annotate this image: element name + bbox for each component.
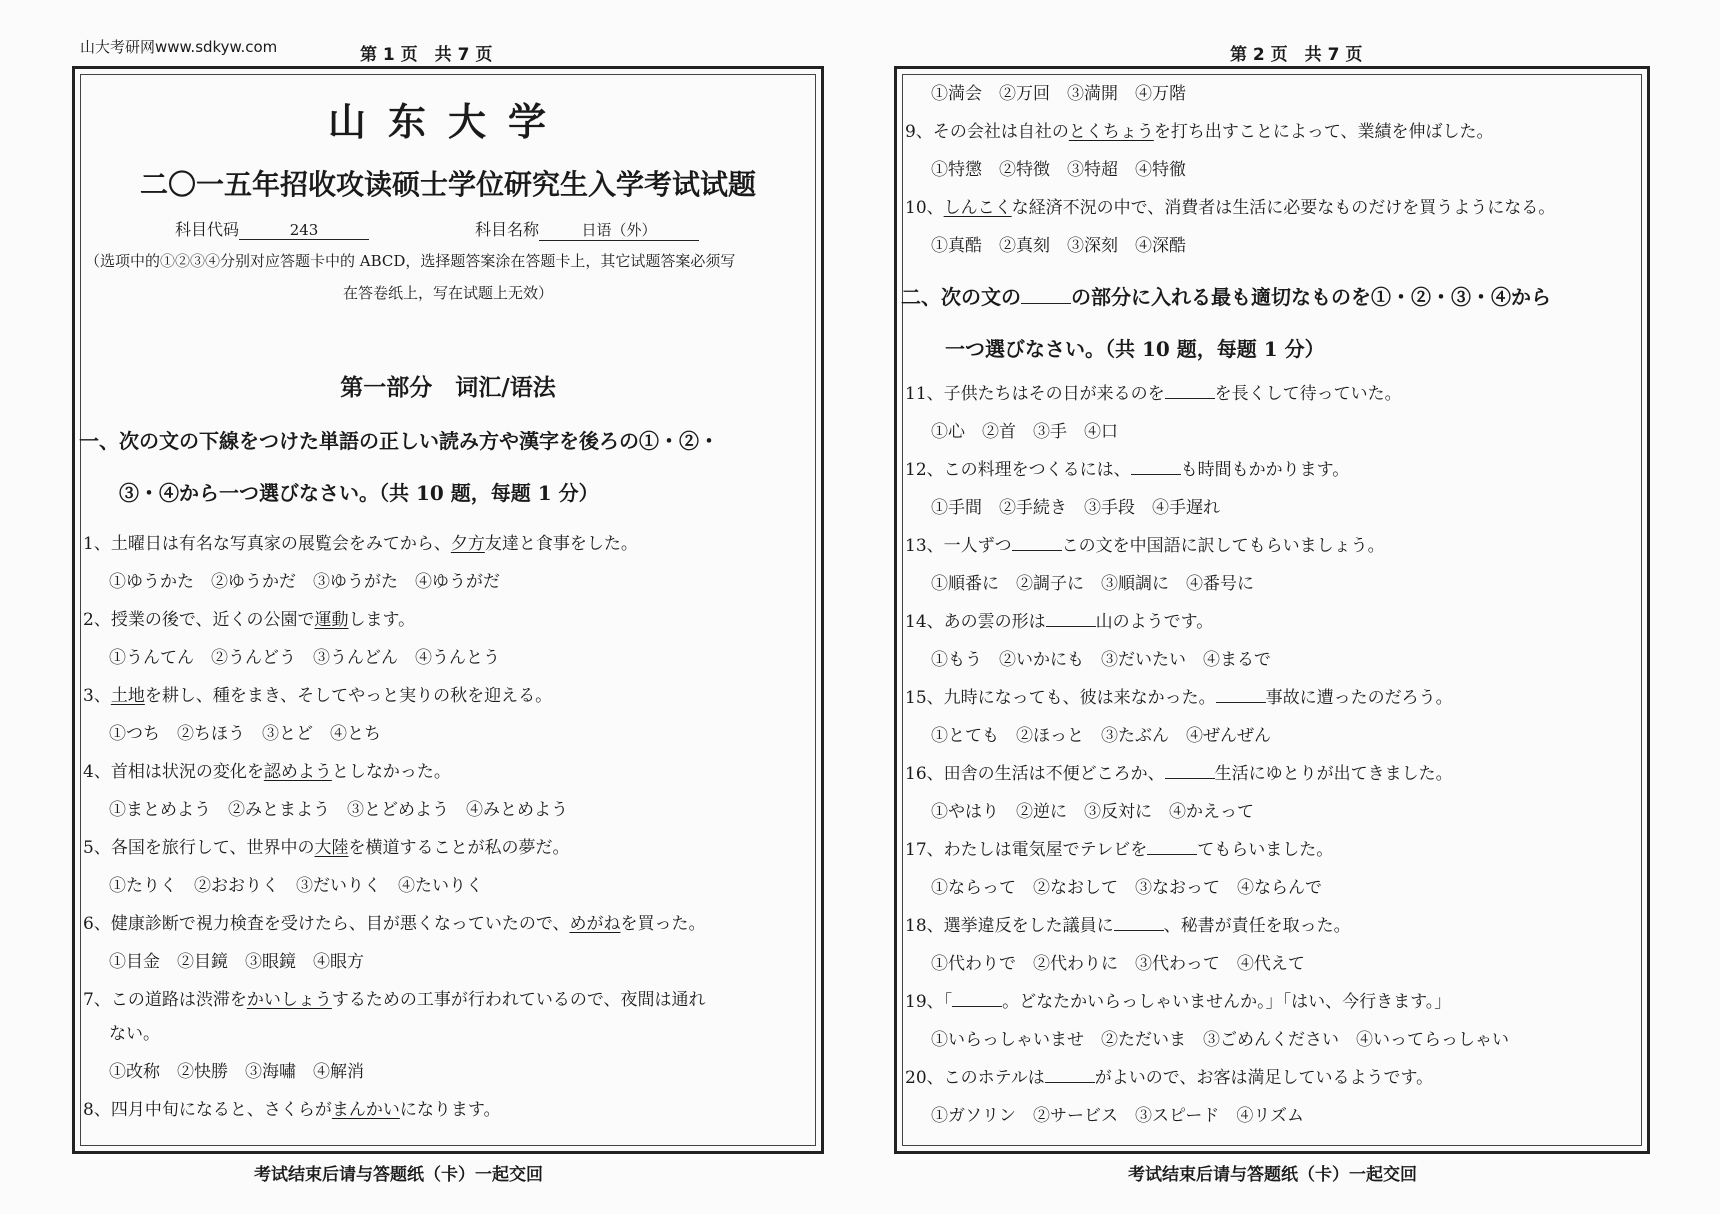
section-heading-text: 二、次の文の — [901, 285, 1021, 309]
section-heading-text: の部分に入れる最も適切なものを①・②・③・④から — [1071, 285, 1551, 309]
subject-name-row — [475, 217, 699, 241]
blank-line — [1131, 474, 1181, 475]
instructions-line-2: 在答卷纸上，写在试题上无效） — [342, 284, 553, 302]
footer-note-page-1: 考试结束后请与答题纸（卡）一起交回 — [254, 1165, 543, 1185]
question-text: を買った。 — [620, 914, 706, 934]
question-7-options: ①改称 ②快勝 ③海嘯 ④解消 — [109, 1062, 364, 1082]
underlined-word: 大陸 — [314, 838, 349, 858]
question-9-options: ①特懲 ②特徴 ③特超 ④特徹 — [931, 160, 1186, 180]
question-7 — [83, 985, 706, 1010]
blank-line — [1012, 550, 1062, 551]
underlined-word: かいしょう — [246, 990, 332, 1010]
part-title: 第一部分 词汇/语法 — [340, 374, 556, 401]
underlined-word: 認めよう — [263, 762, 332, 782]
blank-line — [952, 1006, 1002, 1007]
blank-line — [1165, 398, 1215, 399]
underlined-word: しんこく — [943, 198, 1012, 218]
subject-code-row — [175, 217, 369, 240]
question-text: 20、このホテルは — [905, 1068, 1045, 1088]
question-text: します。 — [348, 610, 416, 630]
question-text: てもらいました。 — [1197, 840, 1334, 860]
section1-heading-line-1: 一、次の文の下線をつけた単語の正しい読み方や漢字を後ろの①・②・ — [79, 429, 719, 453]
blank-line — [1045, 1082, 1095, 1083]
question-17-options: ①ならって ②なおして ③なおって ④ならんで — [931, 878, 1322, 898]
question-text: を横道することが私の夢だ。 — [348, 838, 570, 858]
site-watermark: 山大考研网www.sdkyw.com — [80, 38, 278, 56]
question-20-options: ①ガソリン ②サービス ③スピード ④リズム — [931, 1106, 1304, 1126]
section2-heading-line-1 — [901, 281, 1551, 310]
question-text: 11、子供たちはその日が来るのを — [905, 384, 1165, 404]
question-text: 1、土曜日は有名な写真家の展覧会をみてから、 — [83, 534, 451, 554]
question-9 — [905, 117, 1494, 142]
question-1 — [83, 529, 638, 554]
question-text: としなかった。 — [331, 762, 451, 782]
question-text: 2、授業の後で、近くの公園で — [83, 610, 315, 630]
question-13-options: ①順番に ②調子に ③順調に ④番号に — [931, 574, 1254, 594]
question-5-options: ①たりく ②おおりく ③だいりく ④たいりく — [109, 876, 483, 896]
question-11 — [905, 379, 1402, 404]
question-text: 8、四月中旬になると、さくらが — [83, 1100, 332, 1120]
question-text: 9、その会社は自社の — [905, 122, 1069, 142]
subject-code-label: 科目代码 — [175, 220, 240, 239]
question-3-options: ①つち ②ちほう ③とど ④とち — [109, 724, 381, 744]
question-text: 7、この道路は渋滞を — [83, 990, 247, 1010]
exam-title: 二〇一五年招收攻读硕士学位研究生入学考试试题 — [139, 168, 756, 201]
question-text: 友達と食事をした。 — [484, 534, 638, 554]
question-text: 4、首相は状況の変化を — [83, 762, 264, 782]
question-text: 事故に遭ったのだろう。 — [1265, 688, 1453, 708]
question-14 — [905, 607, 1213, 632]
question-text: するための工事が行われているので、夜間は通れ — [331, 990, 706, 1010]
blank-line — [1114, 930, 1164, 931]
blank-line — [1165, 778, 1215, 779]
question-10 — [905, 193, 1555, 218]
question-text: 3、 — [83, 686, 111, 706]
question-text: な経済不況の中で、消費者は生活に必要なものだけを買うようになる。 — [1011, 198, 1556, 218]
question-text: を打ち出すことによって、業績を伸ばした。 — [1153, 122, 1494, 142]
question-text: 生活にゆとりが出てきました。 — [1214, 764, 1453, 784]
question-6-options: ①目金 ②目鏡 ③眼鏡 ④眼方 — [109, 952, 364, 972]
exam-page-2 — [894, 66, 1650, 1154]
blank-line — [1147, 854, 1197, 855]
question-20 — [905, 1063, 1433, 1088]
underlined-word: まんかい — [331, 1100, 400, 1120]
question-16-options: ①やはり ②逆に ③反対に ④かえって — [931, 802, 1254, 822]
underlined-word: 運動 — [314, 610, 349, 630]
section1-heading-line-2: ③・④から一つ選びなさい。（共 10 题，每题 1 分） — [119, 481, 599, 505]
question-6 — [83, 909, 705, 934]
question-text: を耕し、種をまき、そしてやっと実りの秋を迎える。 — [144, 686, 553, 706]
question-11-options: ①心 ②首 ③手 ④口 — [931, 422, 1118, 442]
question-1-options: ①ゆうかた ②ゆうかだ ③ゆうがた ④ゆうがだ — [109, 572, 500, 592]
question-text: 12、この料理をつくるには、 — [905, 460, 1131, 480]
blank-line — [1216, 702, 1266, 703]
question-18 — [905, 911, 1351, 936]
question-text: 18、選挙違反をした議員に — [905, 916, 1114, 936]
question-12 — [905, 455, 1349, 480]
question-2 — [83, 605, 415, 630]
page-number-2: 第 2 页 共 7 页 — [1230, 45, 1363, 65]
footer-note-page-2: 考试结束后请与答题纸（卡）一起交回 — [1128, 1165, 1417, 1185]
page-number-1: 第 1 页 共 7 页 — [360, 45, 493, 65]
question-16 — [905, 759, 1453, 784]
question-text: 16、田舎の生活は不便どころか、 — [905, 764, 1165, 784]
subject-code: 243 — [239, 221, 369, 240]
question-18-options: ①代わりで ②代わりに ③代わって ④代えて — [931, 954, 1305, 974]
question-8 — [83, 1095, 500, 1120]
question-3 — [83, 681, 552, 706]
question-text: この文を中国語に訳してもらいましょう。 — [1061, 536, 1385, 556]
question-15 — [905, 683, 1453, 708]
question-text: がよいので、お客は満足しているようです。 — [1094, 1068, 1434, 1088]
question-10-options: ①真酷 ②真刻 ③深刻 ④深酷 — [931, 236, 1186, 256]
question-13 — [905, 531, 1385, 556]
question-text: 山のようです。 — [1095, 612, 1214, 632]
question-text: 10、 — [905, 198, 944, 218]
question-text: 14、あの雲の形は — [905, 612, 1046, 632]
question-17 — [905, 835, 1333, 860]
underlined-word: 土地 — [110, 686, 145, 706]
underlined-word: めがね — [569, 914, 621, 934]
question-text: 6、健康診断で視力検査を受けたら、目が悪くなっていたので、 — [83, 914, 570, 934]
question-text: も時間もかかります。 — [1180, 460, 1350, 480]
question-text: 17、わたしは電気屋でテレビを — [905, 840, 1148, 860]
question-14-options: ①もう ②いかにも ③だいたい ④まるで — [931, 650, 1271, 670]
blank-line — [1046, 626, 1096, 627]
question-text: 13、一人ずつ — [905, 536, 1012, 556]
university-name: 山东大学 — [327, 99, 568, 144]
question-text: 15、九時になっても、彼は来なかった。 — [905, 688, 1216, 708]
question-7-continuation: ない。 — [109, 1024, 160, 1044]
exam-page-1 — [72, 66, 824, 1154]
question-15-options: ①とても ②ほっと ③たぶん ④ぜんぜん — [931, 726, 1271, 746]
subject-name: 日语（外） — [539, 219, 699, 241]
section2-heading-line-2: 一つ選びなさい。（共 10 题，每题 1 分） — [945, 337, 1325, 361]
question-text: になります。 — [399, 1100, 501, 1120]
question-4-options: ①まとめよう ②みとまよう ③とどめよう ④みとめよう — [109, 800, 568, 820]
question-text: 5、各国を旅行して、世界中の — [83, 838, 315, 858]
question-12-options: ①手間 ②手続き ③手段 ④手遅れ — [931, 498, 1220, 518]
question-19 — [905, 987, 1451, 1012]
subject-name-label: 科目名称 — [475, 220, 540, 239]
question-4 — [83, 757, 451, 782]
instructions-line-1: （选项中的①②③④分别对应答题卡中的 ABCD，选择题答案涂在答题卡上，其它试题答案必须写 — [85, 252, 736, 270]
question-text: 、秘書が責任を取った。 — [1163, 916, 1351, 936]
question-8-options: ①満会 ②万回 ③満開 ④万階 — [931, 84, 1186, 104]
underlined-word: 夕方 — [450, 534, 485, 554]
blank-line — [1021, 303, 1071, 304]
question-text: 。どなたかいらっしゃいませんか。」「はい、今行きます。」 — [1002, 992, 1452, 1012]
underlined-word: とくちょう — [1068, 122, 1154, 142]
question-text: を長くして待っていた。 — [1214, 384, 1402, 404]
question-5 — [83, 833, 569, 858]
question-text: 19、「 — [905, 992, 953, 1012]
question-2-options: ①うんてん ②うんどう ③うんどん ④うんとう — [109, 648, 500, 668]
question-19-options: ①いらっしゃいませ ②ただいま ③ごめんください ④いってらっしゃい — [931, 1030, 1509, 1050]
